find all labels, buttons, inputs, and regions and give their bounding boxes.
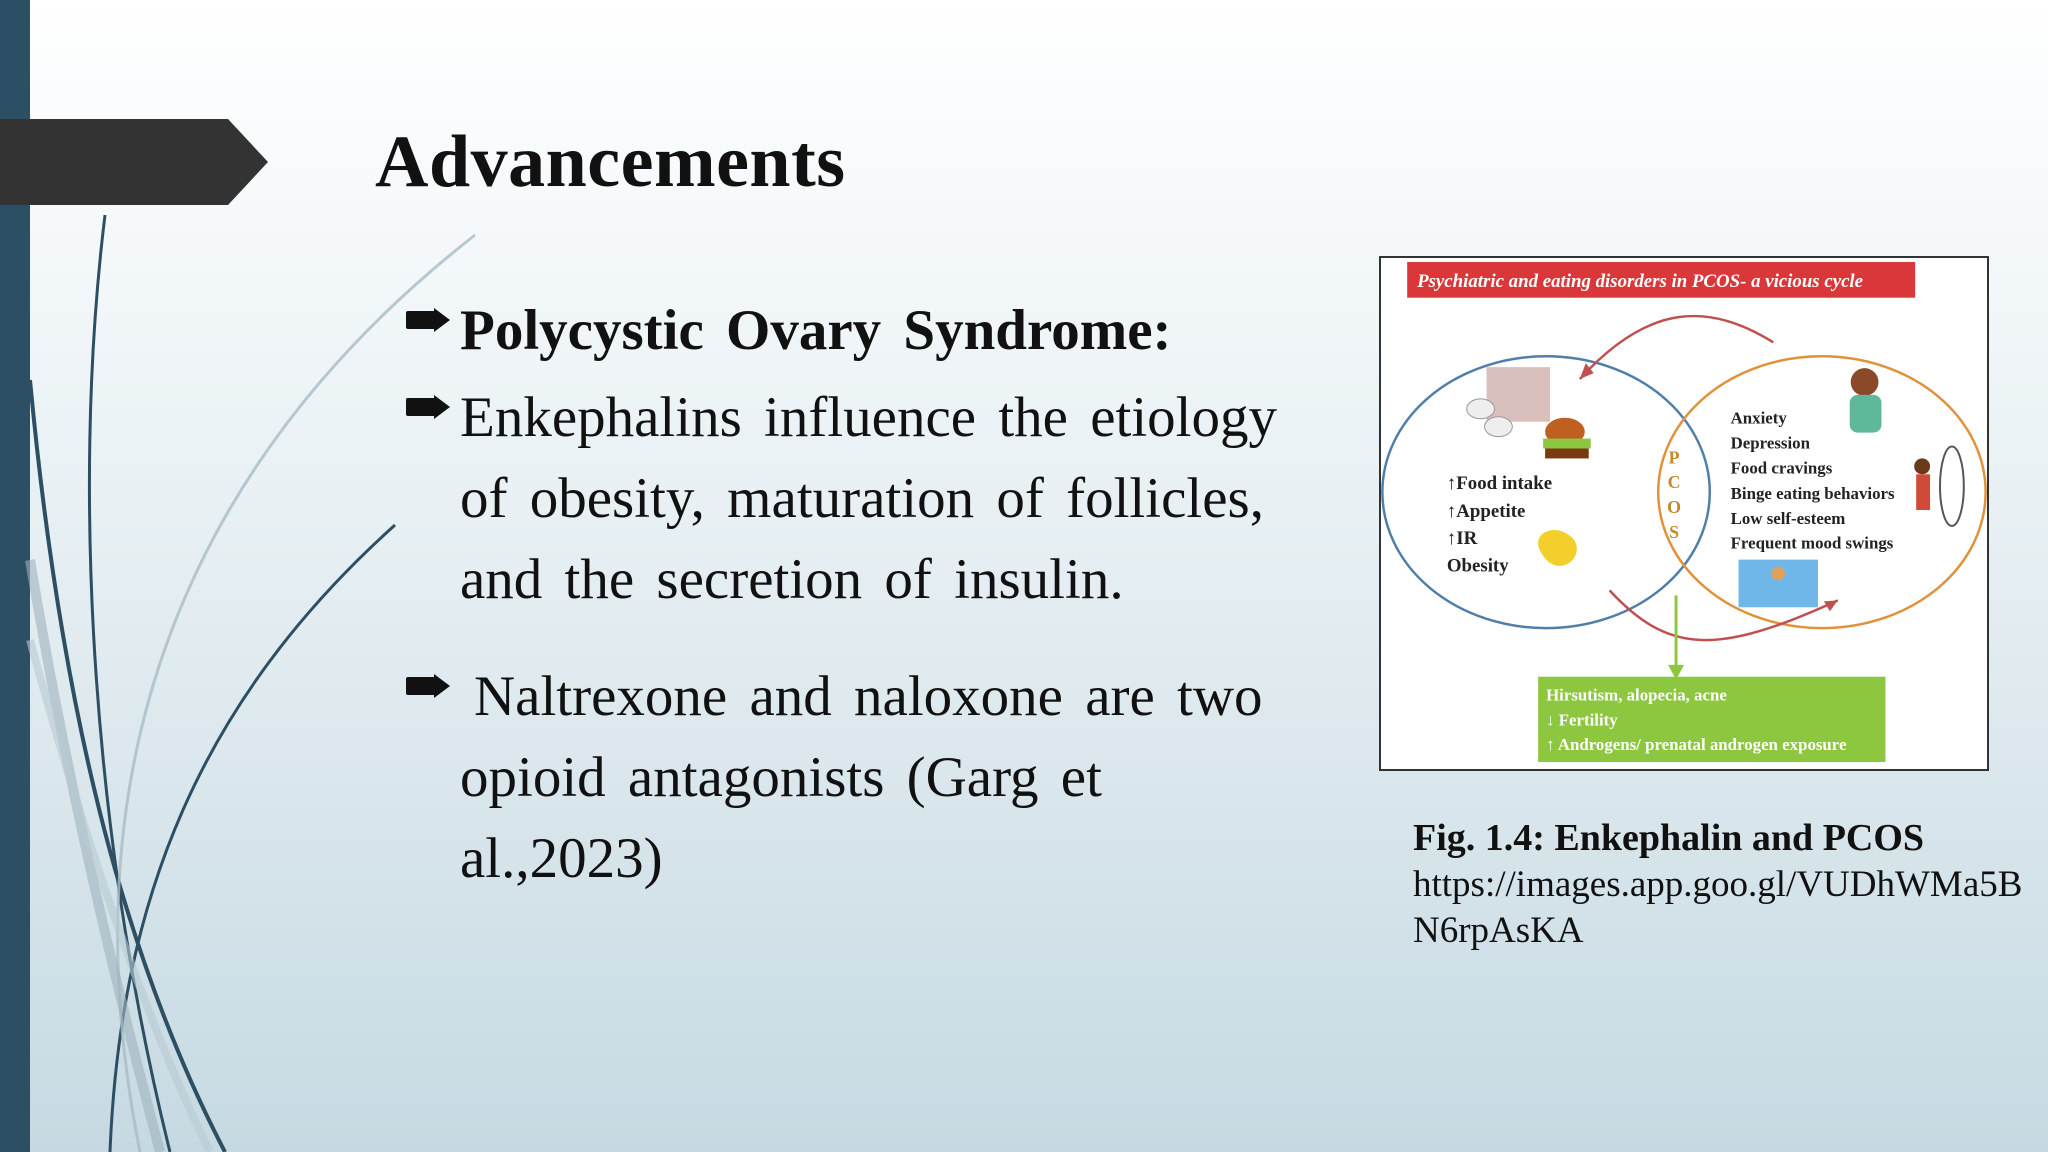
food-illustration-icon — [1467, 367, 1591, 458]
bullet-text: Naltrexone and naloxone are two opioid antagonists (Garg et al.,2023) — [460, 665, 1263, 890]
title-tab-shape — [0, 119, 270, 205]
slide-title: Advancements — [375, 121, 846, 203]
svg-text:↑Food intake: ↑Food intake — [1446, 473, 1553, 495]
arrow-bullet-icon — [406, 656, 450, 716]
caption-title: Fig. 1.4: Enkephalin and PCOS — [1413, 817, 1925, 859]
figure-header-text: Psychiatric and eating disorders in PCOS- a vicious cycle — [1417, 270, 1864, 292]
svg-text:↓ Fertility: ↓ Fertility — [1546, 710, 1618, 730]
svg-text:Anxiety: Anxiety — [1730, 408, 1787, 428]
svg-text:C: C — [1667, 472, 1681, 493]
svg-text:Low self-esteem: Low self-esteem — [1730, 508, 1846, 528]
svg-text:Food cravings: Food cravings — [1730, 458, 1833, 478]
left-items — [1447, 473, 1552, 576]
svg-text:Hirsutism, alopecia, acne: Hirsutism, alopecia, acne — [1546, 685, 1727, 705]
svg-text:Obesity: Obesity — [1446, 555, 1509, 577]
bullet-item — [400, 656, 1300, 899]
svg-text:Binge eating behaviors: Binge eating behaviors — [1730, 484, 1895, 504]
bullet-item — [400, 377, 1300, 620]
svg-text:O: O — [1667, 497, 1682, 518]
pcos-vertical-label — [1667, 447, 1681, 541]
arrow-bullet-icon — [406, 377, 450, 437]
bullet-list — [400, 290, 1300, 899]
svg-text:Depression: Depression — [1730, 433, 1810, 453]
fat-cell-icon — [1538, 530, 1577, 566]
svg-text:↑IR: ↑IR — [1446, 527, 1478, 549]
arrow-bullet-icon — [406, 290, 450, 350]
caption-url: https://images.app.goo.gl/VUDhWMa5BN6rpAsKA — [1413, 864, 2023, 951]
svg-text:P: P — [1668, 447, 1680, 468]
bullet-text: Polycystic Ovary Syndrome: — [460, 299, 1172, 362]
svg-text:↑Appetite: ↑Appetite — [1446, 500, 1526, 522]
figure-caption — [1413, 814, 2045, 954]
svg-text:↑ Androgens/ prenatal androgen: ↑ Androgens/ prenatal androgen exposure — [1546, 735, 1847, 755]
svg-text:Frequent mood swings: Frequent mood swings — [1730, 533, 1894, 553]
svg-text:S: S — [1669, 521, 1680, 542]
bullet-item — [400, 290, 1300, 371]
bullet-text: Enkephalins influence the etiology of obesity, maturation of follicles, and the secretion of insulin. — [460, 386, 1278, 611]
pcos-cycle-figure — [1379, 256, 1989, 771]
